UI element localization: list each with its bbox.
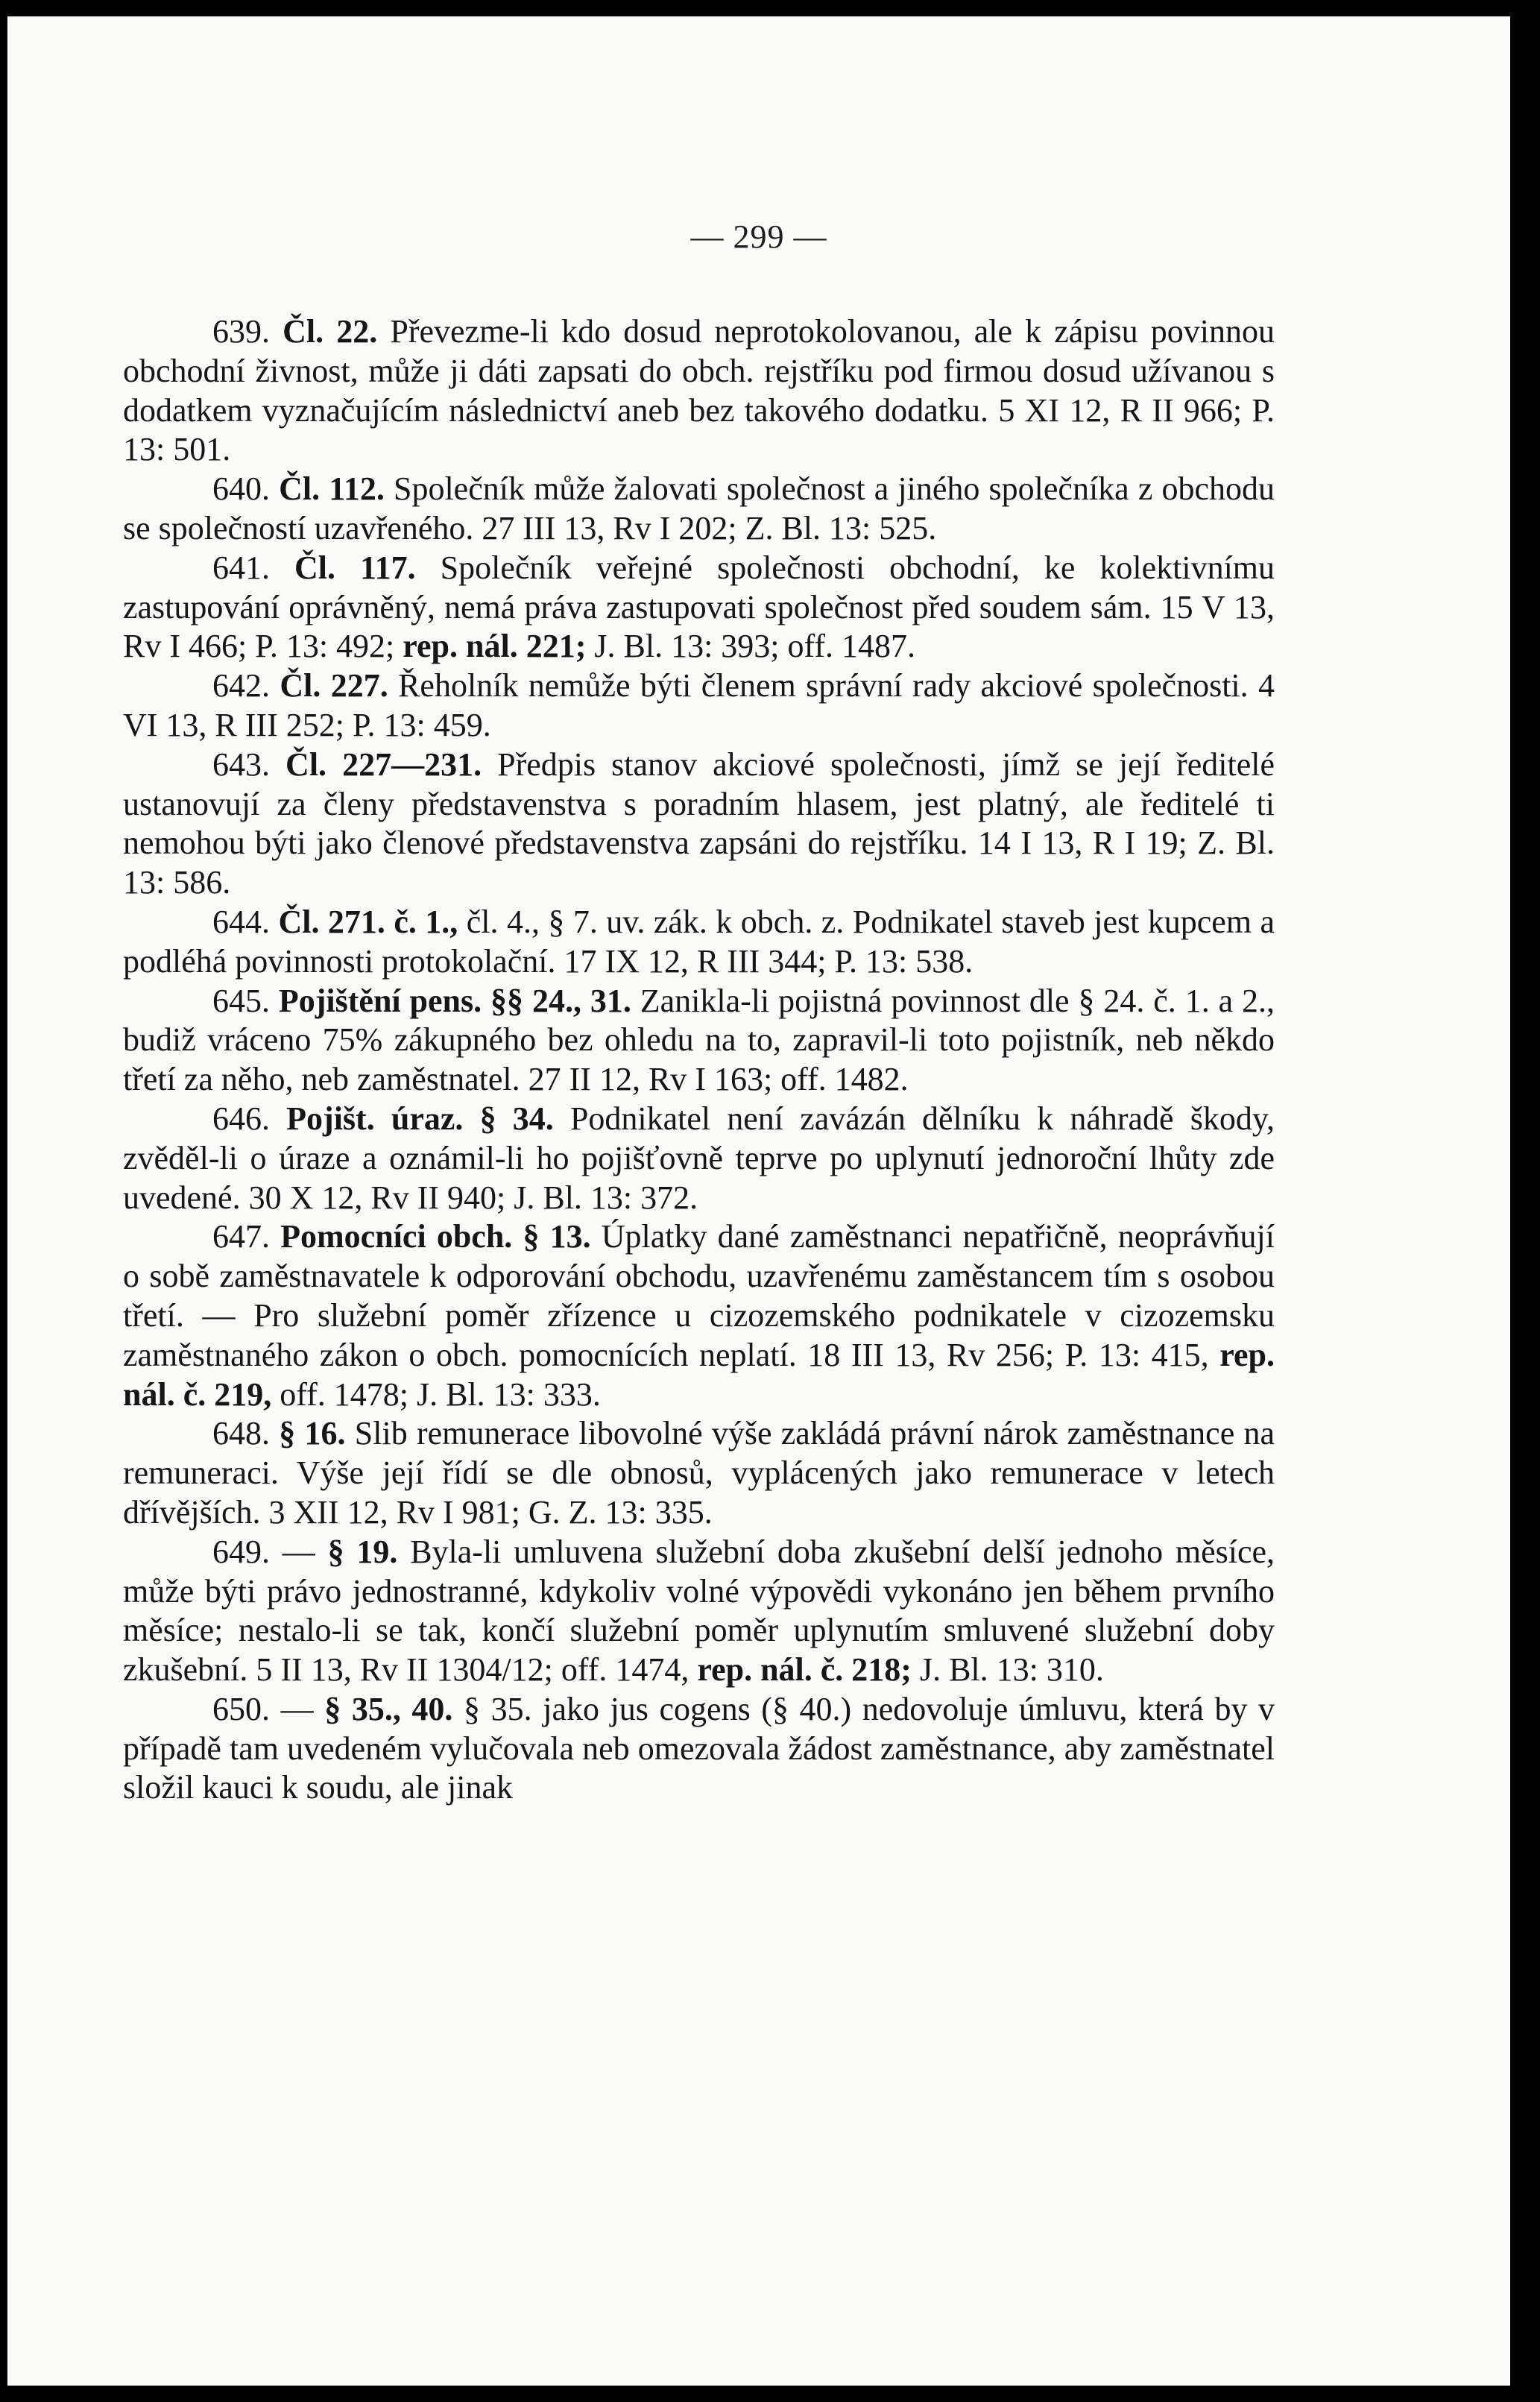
entry-number: 649. — bbox=[212, 1533, 315, 1570]
entry-reference: Pojištění pens. §§ 24., 31. bbox=[278, 982, 631, 1019]
entry-number: 650. — bbox=[212, 1690, 314, 1727]
entry-reference: Čl. 227. bbox=[280, 667, 388, 704]
entry-text: Předpis stanov akciové společnosti, jímž se její ředitelé ustanovují za členy představenstva s poradním hlasem, jest platný, ale ředitelé ti nemohou býti jako členové představenstva zapsáni do rejstříku. 14 I 13, R I 19; Z. Bl. 13: 586. bbox=[123, 745, 1275, 901]
entry-number: 642. bbox=[212, 667, 270, 704]
entry-number: 644. bbox=[212, 903, 270, 940]
entry-number: 640. bbox=[212, 470, 270, 508]
entry-639 bbox=[123, 312, 1275, 470]
entry-reference: § 35., 40. bbox=[324, 1690, 453, 1727]
entry-648 bbox=[123, 1414, 1275, 1532]
entry-number: 645. bbox=[212, 982, 270, 1019]
entry-text: Úplatky dané zaměstnanci nepatřičně, neoprávňují o sobě zaměstnavatele k odporování obchodu, uzavřenému zaměstancem tím s osobou třetí. — Pro služební poměr zřízence u cizozemského podnikatele v cizozemsku zaměstnaného zákon o obch. pomocnících neplatí. 18 III 13, Rv 256; P. 13: 415, bbox=[123, 1218, 1275, 1373]
entry-647 bbox=[123, 1217, 1275, 1414]
entry-bold-citation: rep. nál. 221; bbox=[403, 628, 587, 665]
entry-640 bbox=[123, 470, 1275, 549]
entry-reference: Čl. 112. bbox=[279, 470, 385, 508]
page-body bbox=[123, 312, 1275, 1808]
entry-644 bbox=[123, 903, 1275, 982]
entry-text: Společník může žalovati společnost a jiného společníka z obchodu se společností uzavřeného. 27 III 13, Rv I 202; Z. Bl. 13: 525. bbox=[123, 470, 1275, 546]
entry-649 bbox=[123, 1533, 1275, 1690]
entry-text: Řeholník nemůže býti členem správní rady akciové společnosti. 4 VI 13, R III 252; P. 13: 459. bbox=[123, 667, 1275, 743]
entry-text: Podnikatel není zavázán dělníku k náhradě škody, zvěděl-li o úraze a oznámil-li ho pojišťovně teprve po uplynutí jednoroční lhůty zde uvedené. 30 X 12, Rv II 940; J. Bl. 13: 372. bbox=[123, 1100, 1275, 1216]
entry-number: 641. bbox=[212, 549, 270, 586]
entry-646 bbox=[123, 1100, 1275, 1217]
entry-number: 639. bbox=[212, 313, 270, 350]
entry-reference: § 19. bbox=[327, 1533, 398, 1570]
document-page bbox=[7, 16, 1510, 2386]
entry-number: 646. bbox=[212, 1100, 270, 1137]
entry-reference: Čl. 117. bbox=[294, 549, 416, 586]
entry-text: Slib remunerace libovolné výše zakládá právní nárok zaměstnance na remuneraci. Výše její řídí se dle obnosů, vyplácených jako remunerace v letech dřívějších. 3 XII 12, Rv I 981; G. Z. 13: 335. bbox=[123, 1415, 1275, 1531]
entry-642 bbox=[123, 666, 1275, 745]
entry-641 bbox=[123, 549, 1275, 666]
entry-reference: Čl. 227—231. bbox=[285, 745, 482, 783]
entry-reference: Čl. 271. č. 1., bbox=[278, 903, 458, 940]
entry-text-continued: J. Bl. 13: 310. bbox=[919, 1651, 1104, 1689]
entry-reference: Čl. 22. bbox=[283, 313, 378, 350]
entry-text-continued: off. 1478; J. Bl. 13: 333. bbox=[280, 1375, 601, 1413]
entry-text: Zanikla-li pojistná povinnost dle § 24. č. 1. a 2., budiž vráceno 75% zákupného bez ohledu na to, zapravil-li toto pojistník, neb někdo třetí za něho, neb zaměstnatel. 27 II 12, Rv I 163; off. 1482. bbox=[123, 982, 1275, 1098]
entry-text: čl. 4., § 7. uv. zák. k obch. z. Podnikatel staveb jest kupcem a podléhá povinnosti protokolační. 17 IX 12, R III 344; P. 13: 538. bbox=[123, 903, 1275, 980]
entry-645 bbox=[123, 982, 1275, 1100]
entry-text: Společník veřejné společnosti obchodní, ke kolektivnímu zastupování oprávněný, nemá práva zastupovati společnost před soudem sám. 15 V 13, Rv I 466; P. 13: 492; bbox=[123, 549, 1275, 665]
entry-text-continued: J. Bl. 13: 393; off. 1487. bbox=[594, 628, 916, 665]
entry-bold-citation: rep. nál. č. 219, bbox=[123, 1336, 1275, 1413]
entry-text: Převezme-li kdo dosud neprotokolovanou, ale k zápisu povinnou obchodní živnost, může ji dáti zapsati do obch. rejstříku pod firmou dosud užívanou s dodatkem vyznačujícím následnictví aneb bez takového dodatku. 5 XI 12, R II 966; P. 13: 501. bbox=[123, 313, 1275, 468]
entry-number: 643. bbox=[212, 745, 270, 783]
entry-text: § 35. jako jus cogens (§ 40.) nedovoluje úmluvu, která by v případě tam uvedeném vylučovala neb omezovala žádost zaměstnance, aby zaměstnatel složil kauci k soudu, ale jinak bbox=[123, 1690, 1275, 1806]
entry-reference: § 16. bbox=[279, 1415, 346, 1452]
entry-reference: Pomocníci obch. § 13. bbox=[280, 1218, 591, 1255]
entry-number: 648. bbox=[212, 1415, 270, 1452]
page-number: — 299 — bbox=[690, 218, 827, 255]
entry-reference: Pojišt. úraz. § 34. bbox=[286, 1100, 554, 1137]
entry-text: Byla-li umluvena služební doba zkušební delší jednoho měsíce, může býti právo jednostranné, kdykoliv volné výpovědi vykonáno jen během prvního měsíce; nestalo-li se tak, končí služební poměr uplynutím smluvené služební doby zkušební. 5 II 13, Rv II 1304/12; off. 1474, bbox=[123, 1533, 1275, 1689]
entry-650 bbox=[123, 1690, 1275, 1808]
entry-number: 647. bbox=[212, 1218, 270, 1255]
entry-643 bbox=[123, 745, 1275, 903]
entry-bold-citation: rep. nál. č. 218; bbox=[697, 1651, 912, 1689]
